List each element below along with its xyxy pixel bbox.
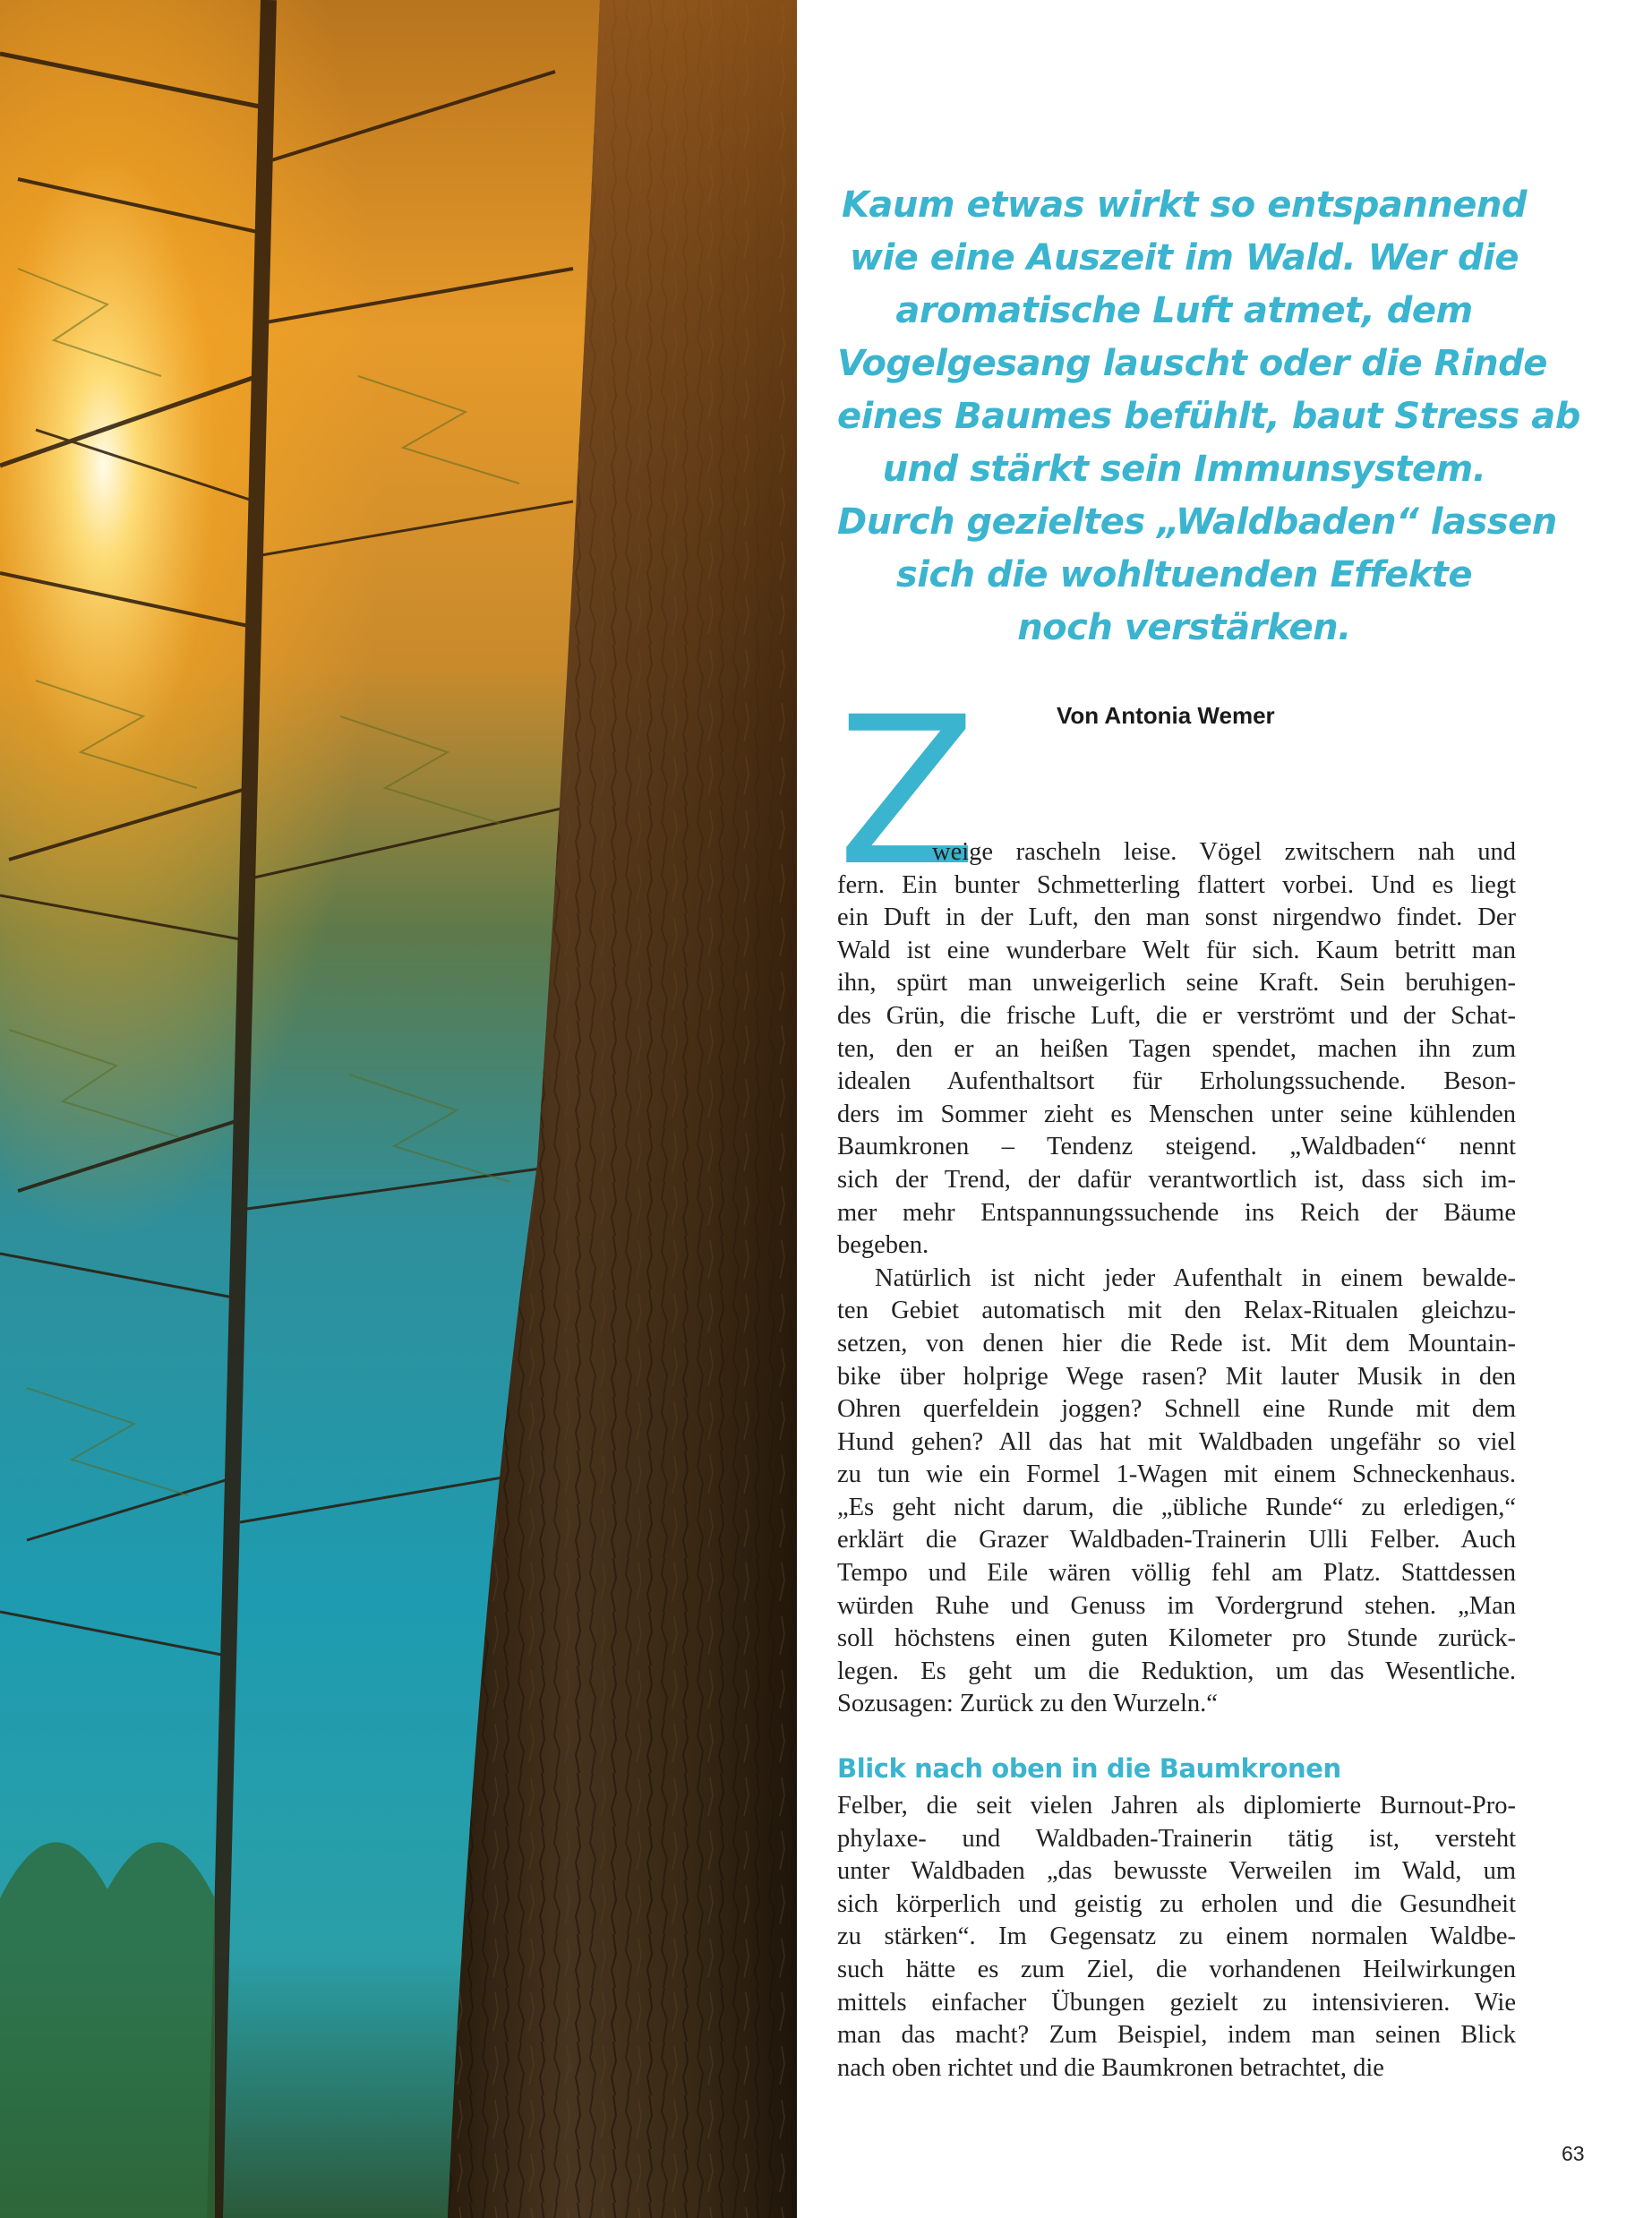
text-line: bike über holprige Wege rasen? Mit lauter Musik in den [837,1362,1516,1391]
text-line: unter Waldbaden „das bewusste Verweilen im Wald, um [837,1857,1516,1886]
text-line: mittels einfacher Übungen gezielt zu intensivieren. Wie [837,1988,1516,2017]
text-line: weige rascheln leise. Vögel zwitschern nah und [932,838,1516,866]
text-line: Hund gehen? All das hat mit Waldbaden ungefähr so viel [837,1427,1516,1456]
text-line: such hätte es zum Ziel, die vorhandenen Heilwirkungen [837,1955,1516,1983]
byline: Von Antonia Wemer [1057,702,1275,729]
drop-cap: Z [837,672,978,911]
body-text-intro [837,836,1516,1721]
text-line: „Es geht nicht darum, die „übliche Runde“ zu erledigen,“ [837,1493,1516,1521]
text-line: Sozusagen: Zurück zu den Wurzeln.“ [837,1690,1218,1718]
text-line: sich körperlich und geistig zu erholen und die Gesundheit [837,1889,1516,1918]
page-number: 63 [1562,2142,1585,2165]
body-text-section [837,1790,1516,2085]
text-line: man das macht? Zum Beispiel, indem man seinen Blick [837,2021,1516,2050]
lead-line: wie eine Auszeit im Wald. Wer die [850,237,1519,278]
lead-line: und stärkt sein Immunsystem. [882,449,1486,490]
text-line: idealen Aufenthaltsort für Erholungssuchende. Beson- [837,1067,1516,1096]
text-line: fern. Ein bunter Schmetterling flattert vorbei. Und es liegt [837,870,1516,899]
lead-line: Durch gezieltes „Waldbaden“ lassen [837,501,1557,543]
text-line: des Grün, die frische Luft, die er verströmt und der Schat- [837,1001,1516,1030]
subheading: Blick nach oben in die Baumkronen [837,1753,1341,1784]
text-line: erklärt die Grazer Waldbaden-Trainerin Ulli Felber. Auch [837,1526,1516,1554]
text-line: mer mehr Entspannungssuchende ins Reich der Bäume [837,1198,1516,1227]
text-line: phylaxe- und Waldbaden-Trainerin tätig ist, versteht [837,1824,1516,1853]
text-line: zu tun wie ein Formel 1-Wagen mit einem Schneckenhaus. [837,1460,1516,1489]
lead-line: Kaum etwas wirkt so entspannend [841,184,1528,226]
text-line: sich der Trend, der dafür verantwortlich ist, dass sich im- [837,1165,1516,1194]
lead-line: aromatische Luft atmet, dem [895,290,1473,331]
lead-line: eines Baumes befühlt, baut Stress ab [837,396,1580,437]
lead-line: sich die wohltuenden Effekte [895,554,1473,595]
text-line: begeben. [837,1231,929,1260]
text-line: Wald ist eine wunderbare Welt für sich. Kaum betritt man [837,936,1516,964]
lead-paragraph [837,179,1580,655]
text-line: soll höchstens einen guten Kilometer pro Stunde zurück- [837,1624,1516,1653]
text-line: ein Duft in der Luft, den man sonst nirgendwo findet. Der [837,903,1516,932]
forest-photo [0,0,797,2218]
text-line: ten, den er an heißen Tagen spendet, machen ihn zum [837,1034,1516,1063]
text-line: ten Gebiet automatisch mit den Relax-Ritualen gleichzu- [837,1297,1516,1325]
text-line: Natürlich ist nicht jeder Aufenthalt in einem bewalde- [875,1263,1516,1292]
text-line: legen. Es geht um die Reduktion, um das Wesentliche. [837,1657,1516,1685]
text-line: setzen, von denen hier die Rede ist. Mit dem Mountain- [837,1329,1516,1357]
lead-line: noch verstärken. [1017,607,1351,648]
text-line: Ohren querfeldein joggen? Schnell eine Runde mit dem [837,1395,1516,1424]
text-line: ihn, spürt man unweigerlich seine Kraft. Sein beruhigen- [837,969,1516,998]
text-line: Baumkronen – Tendenz steigend. „Waldbaden“ nennt [837,1133,1516,1161]
text-line: Tempo und Eile wären völlig fehl am Platz. Stattdessen [837,1559,1516,1588]
text-line: Felber, die seit vielen Jahren als diplomierte Burnout-Pro- [837,1792,1516,1820]
text-line: nach oben richtet und die Baumkronen betrachtet, die [837,2053,1384,2082]
text-line: würden Ruhe und Genuss im Vordergrund stehen. „Man [837,1591,1516,1620]
text-line: zu stärken“. Im Gegensatz zu einem normalen Waldbe- [837,1923,1516,1951]
lead-line: Vogelgesang lauscht oder die Rinde [837,343,1547,384]
text-line: ders im Sommer zieht es Menschen unter seine kühlenden [837,1100,1516,1128]
